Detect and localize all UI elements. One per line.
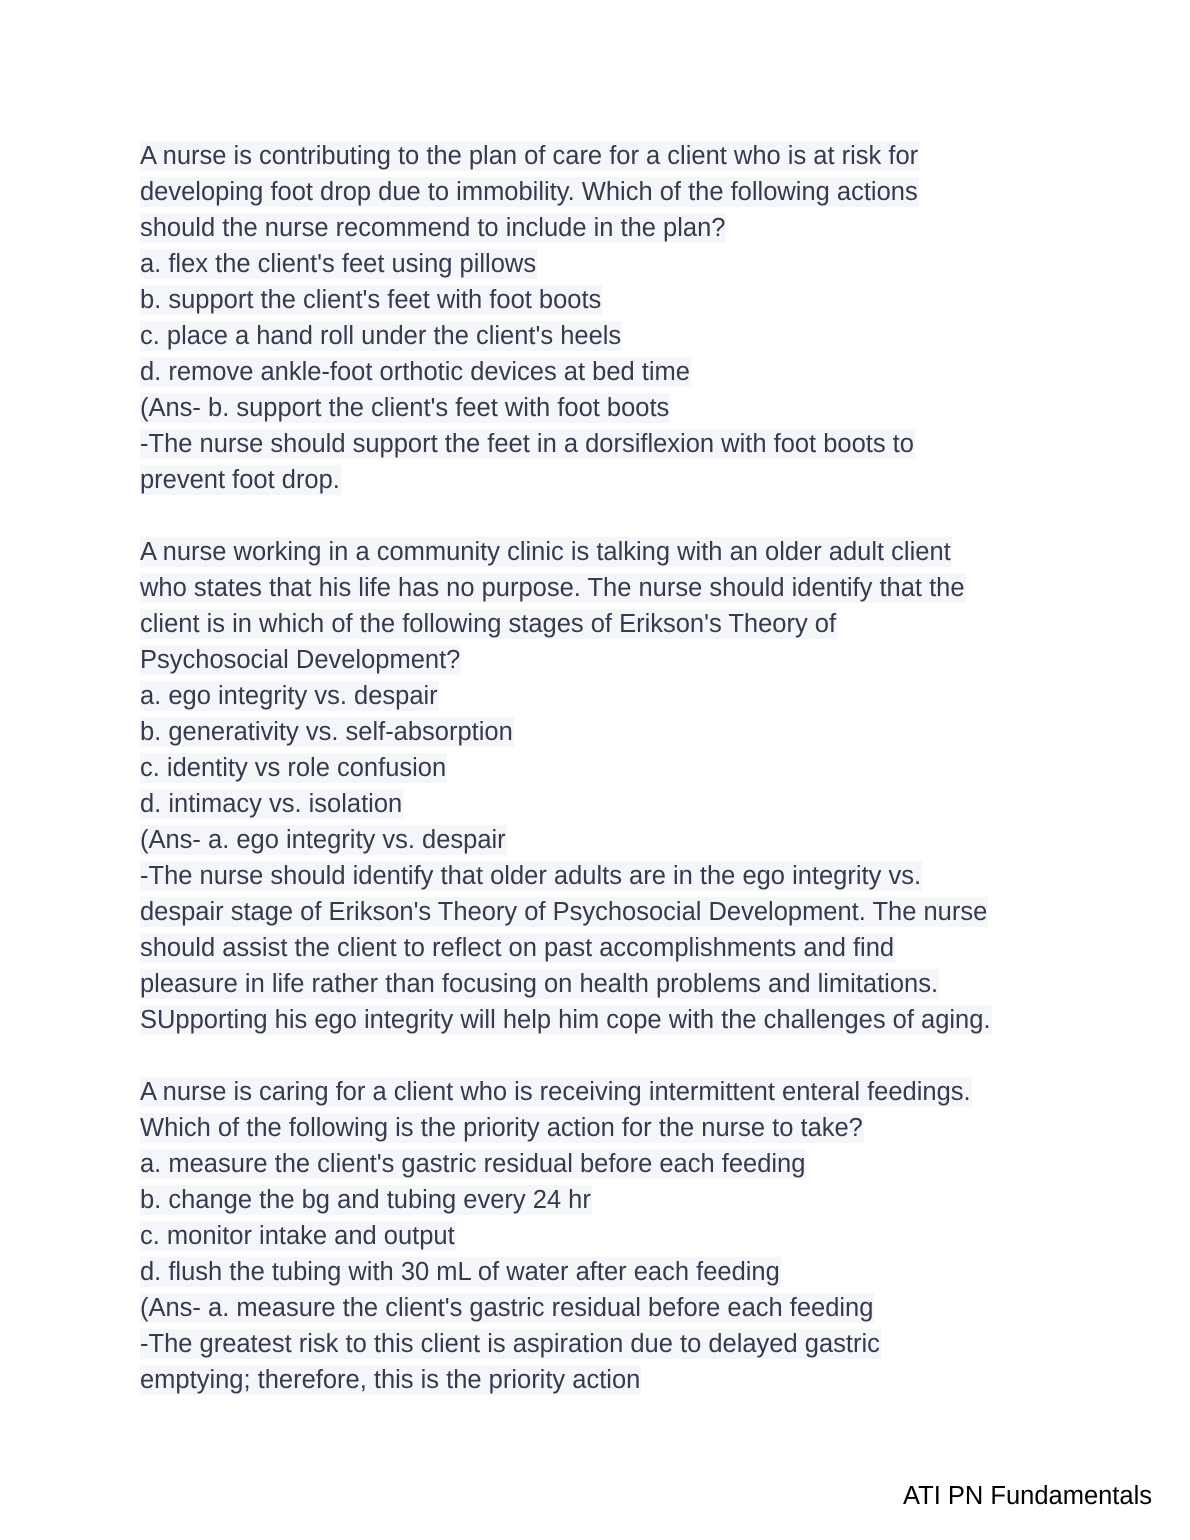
rationale-line: despair stage of Erikson's Theory of Psychosocial Development. The nurse: [140, 898, 988, 926]
question-block: [140, 1074, 1100, 1398]
answer-option: a. ego integrity vs. despair: [140, 682, 438, 710]
correct-answer: (Ans- a. ego integrity vs. despair: [140, 826, 506, 854]
answer-option: a. measure the client's gastric residual before each feeding: [140, 1150, 806, 1178]
rationale-line: prevent foot drop.: [140, 466, 340, 494]
question-stem-line: Psychosocial Development?: [140, 646, 461, 674]
rationale-line: SUpporting his ego integrity will help him cope with the challenges of aging.: [140, 1006, 991, 1034]
rationale-line: -The greatest risk to this client is aspiration due to delayed gastric: [140, 1330, 880, 1358]
question-block: [140, 534, 1100, 1038]
answer-option: d. remove ankle-foot orthotic devices at bed time: [140, 358, 690, 386]
question-stem-line: Which of the following is the priority action for the nurse to take?: [140, 1114, 863, 1142]
question-stem-line: A nurse working in a community clinic is talking with an older adult client: [140, 538, 951, 566]
question-stem-line: should the nurse recommend to include in the plan?: [140, 214, 726, 242]
document-content: [140, 138, 1100, 1434]
answer-option: d. intimacy vs. isolation: [140, 790, 403, 818]
rationale-line: -The nurse should support the feet in a dorsiflexion with foot boots to: [140, 430, 914, 458]
question-stem-line: A nurse is contributing to the plan of care for a client who is at risk for: [140, 142, 919, 170]
answer-option: b. support the client's feet with foot boots: [140, 286, 602, 314]
question-block: [140, 138, 1100, 498]
rationale-line: should assist the client to reflect on past accomplishments and find: [140, 934, 895, 962]
rationale-line: -The nurse should identify that older adults are in the ego integrity vs.: [140, 862, 922, 890]
correct-answer: (Ans- b. support the client's feet with foot boots: [140, 394, 670, 422]
rationale-line: emptying; therefore, this is the priority action: [140, 1366, 641, 1394]
correct-answer: (Ans- a. measure the client's gastric residual before each feeding: [140, 1294, 874, 1322]
footer-title: ATI PN Fundamentals: [903, 1482, 1152, 1510]
question-stem-line: developing foot drop due to immobility. Which of the following actions: [140, 178, 918, 206]
answer-option: b. change the bg and tubing every 24 hr: [140, 1186, 591, 1214]
answer-option: a. flex the client's feet using pillows: [140, 250, 537, 278]
answer-option: c. monitor intake and output: [140, 1222, 455, 1250]
question-stem-line: A nurse is caring for a client who is receiving intermittent enteral feedings.: [140, 1078, 971, 1106]
answer-option: b. generativity vs. self-absorption: [140, 718, 513, 746]
question-stem-line: client is in which of the following stages of Erikson's Theory of: [140, 610, 837, 638]
question-stem-line: who states that his life has no purpose. The nurse should identify that the: [140, 574, 965, 602]
answer-option: c. identity vs role confusion: [140, 754, 447, 782]
answer-option: d. flush the tubing with 30 mL of water after each feeding: [140, 1258, 780, 1286]
rationale-line: pleasure in life rather than focusing on health problems and limitations.: [140, 970, 939, 998]
answer-option: c. place a hand roll under the client's heels: [140, 322, 622, 350]
